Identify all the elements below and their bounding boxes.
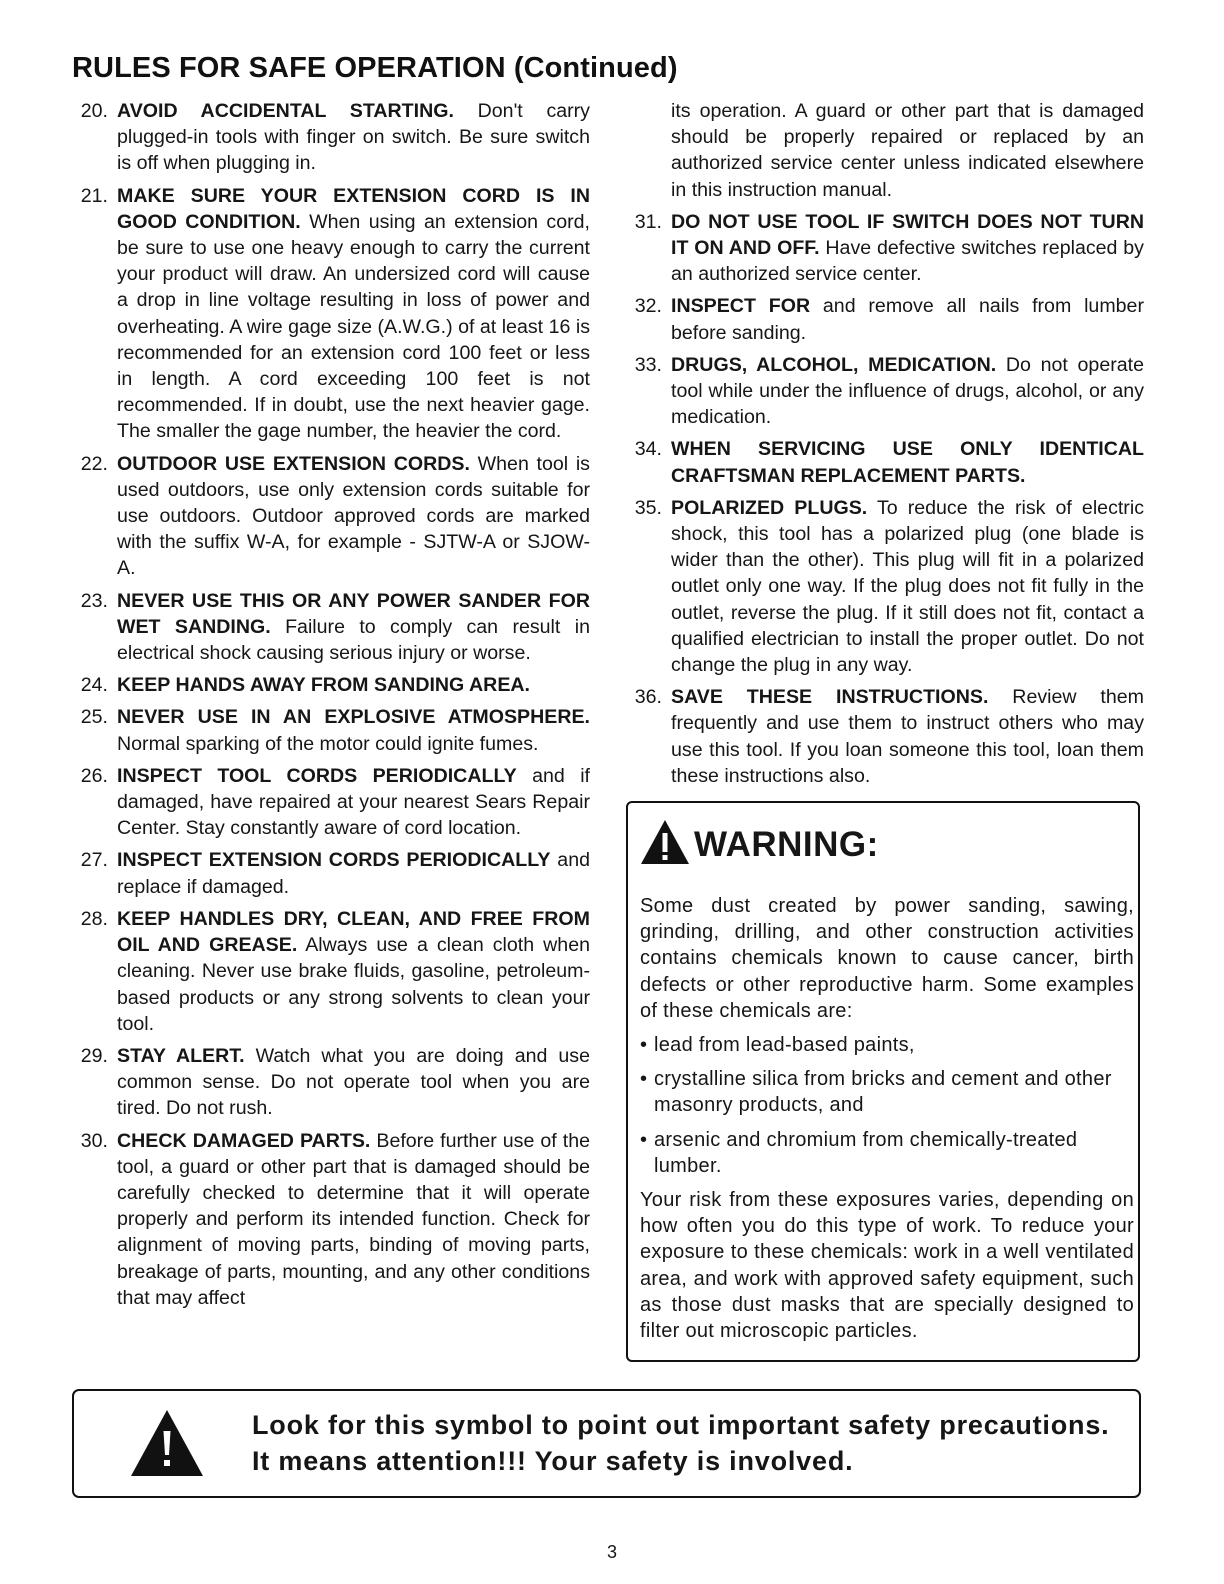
rule-35: 35. POLARIZED PLUGS. To reduce the risk of electric shock, this tool has a polarized plug (one blade is wider than the other). This plug will fit in a polarized outlet only one way. If the plug does not fit fully in the outlet, reverse the plug. If it still does not fit, contact a qualified electrician to install the proper outlet. Do not change the plug in any way. (634, 496, 1144, 677)
rule-24: 24. KEEP HANDS AWAY FROM SANDING AREA. (80, 674, 530, 697)
rules-column-right (626, 98, 1144, 795)
rule-30: 30. CHECK DAMAGED PARTS. Before further use of the tool, a guard or other part that is damaged should be carefully checked to determine that it will operate properly and perform its intended function. Check for alignment of moving parts, binding of moving parts, breakage of parts, mounting, and any other conditions that may affect (80, 1129, 590, 1309)
rule-20: 20. AVOID ACCIDENTAL STARTING. Don't carry plugged-in tools with finger on switch. Be sure switch is off when plugging in. (80, 100, 590, 175)
warning-title: WARNING: (694, 825, 879, 864)
rule-22: 22. OUTDOOR USE EXTENSION CORDS. When tool is used outdoors, use only extension cords suitable for use outdoors. Outdoor approved cords are marked with the suffix W-A, for example - SJTW-A or SJOW-A. (80, 452, 590, 580)
page-title: RULES FOR SAFE OPERATION (Continued) (72, 52, 678, 84)
attention-icon (130, 1409, 204, 1477)
warning-icon (640, 819, 690, 865)
attention-line-2: It means attention!!! Your safety is involved. (252, 1446, 854, 1476)
warning-bullet: • lead from lead-based paints, (640, 1034, 915, 1057)
rule-29: 29. STAY ALERT. Watch what you are doing and use common sense. Do not operate tool when you are tired. Do not rush. (80, 1044, 590, 1120)
warning-header (640, 813, 879, 865)
rule-36: 36. SAVE THESE INSTRUCTIONS. Review them frequently and use them to instruct others who may use this tool. If you loan someone this tool, loan them these instructions also. (634, 686, 1144, 787)
rules-column-left (72, 98, 590, 1317)
warning-body (640, 893, 1134, 1352)
attention-text (252, 1407, 1109, 1479)
warning-bullet: • arsenic and chromium from chemically-treated lumber. (640, 1128, 1078, 1177)
rule-25: 25. NEVER USE IN AN EXPLOSIVE ATMOSPHERE. Normal sparking of the motor could ignite fumes. (80, 706, 590, 755)
rule-26: 26. INSPECT TOOL CORDS PERIODICALLY and if damaged, have repaired at your nearest Sears Repair Center. Stay constantly aware of cord location. (80, 764, 591, 840)
rule-32: 32. INSPECT FOR and remove all nails from lumber before sanding. (634, 295, 1144, 344)
rule-31: 31. DO NOT USE TOOL IF SWITCH DOES NOT TURN IT ON AND OFF. Have defective switches replaced by an authorized service center. (634, 210, 1144, 286)
warning-outro: Your risk from these exposures varies, depending on how often you do this type of work. To reduce your exposure to these chemicals: work in a well ventilated area, and work with approved safety equipment, such as those dust masks that are specially designed to filter out microscopic particles. (640, 1189, 1134, 1343)
rule-28: 28. KEEP HANDLES DRY, CLEAN, AND FREE FROM OIL AND GREASE. Always use a clean cloth when cleaning. Never use brake fluids, gasoline, petroleum-based products or any strong solvents to clean your tool. (80, 907, 590, 1035)
warning-bullet: • crystalline silica from bricks and cement and other masonry products, and (640, 1068, 1112, 1117)
rule-34: 34. WHEN SERVICING USE ONLY IDENTICAL CRAFTSMAN REPLACEMENT PARTS. (634, 438, 1144, 487)
page-number: 3 (606, 1542, 617, 1562)
warning-intro: Some dust created by power sanding, sawing, grinding, drilling, and other construction activities contains chemicals known to cause cancer, birth defects or other reproductive harm. Some examples of these chemicals are: (640, 895, 1134, 1022)
rule-21: 21. MAKE SURE YOUR EXTENSION CORD IS IN GOOD CONDITION. When using an extension cord, be sure to use one heavy enough to carry the current your product will draw. An undersized cord will cause a drop in line voltage resulting in loss of power and overheating. A wire gage size (A.W.G.) of at least 16 is recommended for an extension cord 100 feet or less in length. A cord exceeding 100 feet is not recommended. If in doubt, use the next heavier gage. The smaller the gage number, the heavier the cord. (80, 184, 590, 443)
rule-30-continued: its operation. A guard or other part that is damaged should be properly repaired or replaced by an authorized service center unless indicated elsewhere in this instruction manual. (671, 100, 1144, 201)
attention-line-1: Look for this symbol to point out important safety precautions. (252, 1410, 1110, 1440)
rule-23: 23. NEVER USE THIS OR ANY POWER SANDER FOR WET SANDING. Failure to comply can result in electrical shock causing serious injury or worse. (80, 589, 590, 665)
attention-box (72, 1389, 1141, 1498)
rule-27: 27. INSPECT EXTENSION CORDS PERIODICALLY and replace if damaged. (80, 849, 590, 898)
warning-box (626, 801, 1140, 1362)
rule-33: 33. DRUGS, ALCOHOL, MEDICATION. Do not operate tool while under the influence of drugs, alcohol, or any medication. (634, 353, 1144, 429)
